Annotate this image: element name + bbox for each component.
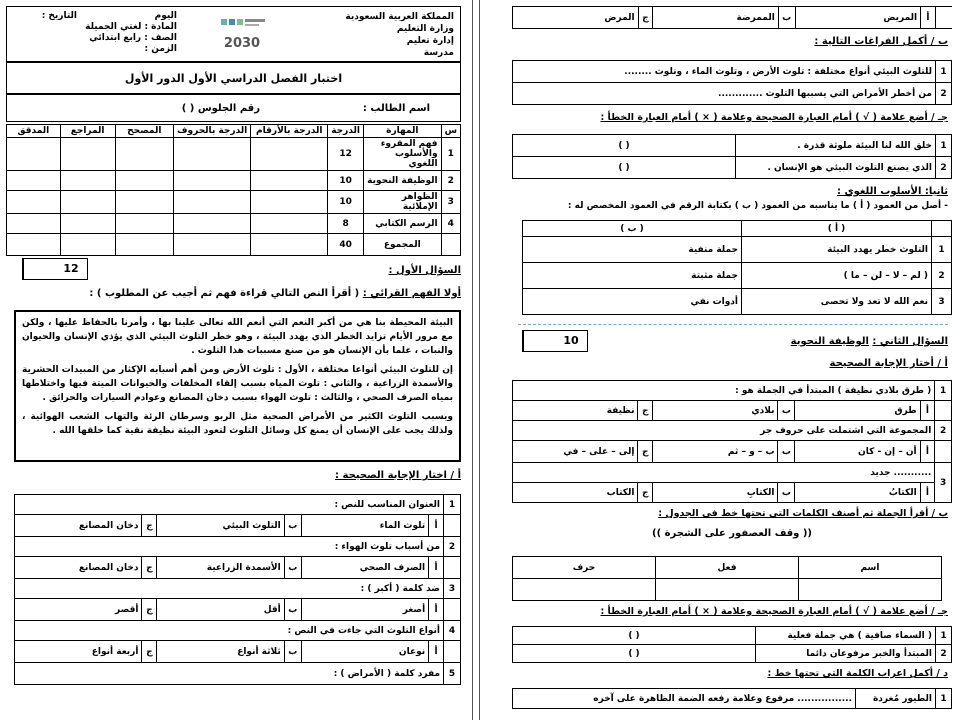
match-col-a: ( أ ) <box>742 221 932 237</box>
grammar-table <box>512 688 952 709</box>
match-col-b: ( ب ) <box>523 221 742 237</box>
q2-score-box <box>522 330 588 352</box>
mcq-options-row <box>15 557 461 579</box>
match-row <box>523 263 952 289</box>
fill-text[interactable]: للتلوث البيئي أنواع مختلفة : تلوث الأرض ، وتلوث الماء ، وتلوث ........ <box>513 61 936 83</box>
mcq-option[interactable]: ثلاثة أنواع <box>157 641 284 663</box>
grades-score: 8 <box>328 214 364 234</box>
grades-row-num: 1 <box>441 138 460 171</box>
mcq-question-row <box>513 463 952 483</box>
grades-row <box>7 234 461 256</box>
match-header-row <box>523 221 952 237</box>
option-letter: ب <box>778 401 795 421</box>
mcq-question: العنوان المناسب للنص : <box>15 495 444 515</box>
mcq-question: المجموعة التي اشتملت على حروف جر <box>513 421 935 441</box>
grades-row-num: 3 <box>441 191 460 214</box>
grammar-row <box>513 689 952 709</box>
q2-choose-title: أ / أختار الإجابة الصحيحة <box>829 358 948 369</box>
school-label: مدرسة <box>423 48 454 58</box>
tf-table <box>512 134 952 179</box>
mcq-option[interactable]: أصغر <box>301 599 428 621</box>
parse-answer-row <box>513 579 942 601</box>
mcq-option[interactable]: بلادي <box>653 401 778 421</box>
admin-label: إدارة تعليم <box>406 36 454 46</box>
tf-answer[interactable]: ( ) <box>513 157 736 179</box>
grammar-number: 1 <box>936 689 952 709</box>
fill-table <box>512 60 952 105</box>
tf-title: جـ / أضع علامة ( √ ) أمام العبارة الصحيحة وعلامة ( × ) أمام العبارة الخطأ : <box>600 112 948 123</box>
gutter-line <box>472 0 473 720</box>
q2-mcq-table <box>512 380 952 503</box>
mcq-options-row <box>15 599 461 621</box>
option-letter: ب <box>284 557 301 579</box>
mcq-options-row <box>513 441 952 463</box>
match-a: ( لم – لا – لن – ما ) <box>742 263 932 289</box>
match-b[interactable]: جملة مثبتة <box>523 263 742 289</box>
header-left-block <box>67 11 177 55</box>
match-number: 1 <box>932 237 952 263</box>
mcq-option[interactable]: التلوث البيئي <box>157 515 284 537</box>
q1-score-box <box>22 258 88 280</box>
mcq-options-row <box>15 515 461 537</box>
mcq-table <box>14 494 461 685</box>
grades-row-num: 4 <box>441 214 460 234</box>
grades-header: المراجع <box>60 125 115 138</box>
fill-number: 2 <box>936 83 952 105</box>
q1-score-value: 12 <box>63 262 79 275</box>
section-divider <box>518 324 948 325</box>
tf2-table <box>512 626 952 663</box>
option-letter: ج <box>638 7 653 29</box>
option-letter: أ <box>921 7 936 29</box>
mcq-number: 3 <box>444 579 461 599</box>
parse-answer-cell[interactable] <box>513 579 656 601</box>
tf-number: 2 <box>936 157 952 179</box>
option-letter: ج <box>638 401 653 421</box>
mcq-question-row <box>15 579 461 599</box>
mcq-question: من أسباب تلوث الهواء : <box>15 537 444 557</box>
parse-answer-cell[interactable] <box>799 579 942 601</box>
option-letter: أ <box>429 599 444 621</box>
mcq-question: مفرد كلمة ( الأمراض ) : <box>15 663 444 685</box>
match-a: التلوث خطر يهدد البيئة <box>742 237 932 263</box>
option-letter: أ <box>429 641 444 663</box>
grades-skill: الرسم الكتابي <box>364 214 442 234</box>
grades-skill: المجموع <box>364 234 442 256</box>
grade-label: الصف : رابع ابتدائي <box>89 33 177 43</box>
fill-row <box>513 83 952 105</box>
tf-number: 1 <box>936 627 952 645</box>
mcq-option[interactable]: الكتابِ <box>653 483 778 503</box>
option-letter: ج <box>142 599 157 621</box>
mcq-options-row <box>513 483 952 503</box>
style-title: ثانيا: الأسلوب اللغوي : <box>837 186 948 197</box>
grades-row <box>7 214 461 234</box>
match-b[interactable]: أدوات نفي <box>523 289 742 315</box>
tf-answer[interactable]: ( ) <box>513 627 756 645</box>
mcq-question-row <box>513 381 952 401</box>
q2-title: السؤال الثاني : <box>872 336 948 347</box>
mcq-option[interactable]: المرض <box>513 7 639 29</box>
mcq-option[interactable]: الأسمدة الزراعية <box>157 557 284 579</box>
exam-page-right <box>486 6 952 714</box>
mcq-question: ........... جديد <box>513 463 935 483</box>
option-letter: أ <box>920 401 935 421</box>
match-row <box>523 237 952 263</box>
grades-row <box>7 138 461 171</box>
student-name-label: اسم الطالب : <box>362 103 430 114</box>
mcq-question: ( طرق بلادي نظيفة ) المبتدأ في الجملة هو : <box>513 381 935 401</box>
match-row <box>523 289 952 315</box>
mcq-option[interactable]: الكتاب <box>513 483 638 503</box>
match-number: 3 <box>932 289 952 315</box>
mcq-option[interactable]: نظيفة <box>513 401 638 421</box>
passage-paragraph: ويسبب التلوث الكثير من الأمراض الصحية مثل الربو وسرطان الرئة والتهاب الشعب الهوائية ، ولذلك يجب على الإنسان أن يمنع كل وسائل التلوث لتعود البيئة نظيفة نقية كما خلقها الله . <box>22 412 453 436</box>
option-letter: ج <box>638 441 653 463</box>
mcq-option[interactable]: تلوث الماء <box>301 515 428 537</box>
grades-header: المدقق <box>7 125 61 138</box>
parse-table <box>512 556 942 601</box>
option-letter: أ <box>429 515 444 537</box>
carryover-options <box>512 6 952 29</box>
mcq-option[interactable]: دخان المصانع <box>15 515 142 537</box>
mcq-number: 4 <box>444 621 461 641</box>
grades-header: الدرجة <box>328 125 364 138</box>
mcq-number: 1 <box>444 495 461 515</box>
parse-answer-cell[interactable] <box>656 579 799 601</box>
q1-score-blank <box>23 259 53 279</box>
tf-statement: الذي يصنع التلوث البيئي هو الإنسان . <box>736 157 936 179</box>
mcq-options-row <box>15 641 461 663</box>
day-label: اليوم <box>154 11 177 21</box>
mcq-option[interactable]: الصرف الصحي <box>301 557 428 579</box>
grades-header-row <box>7 125 461 138</box>
exam-header <box>6 6 461 62</box>
mcq-option[interactable]: دخان المصانع <box>15 557 142 579</box>
grades-row-num <box>441 234 460 256</box>
q1-title: السؤال الأول : <box>388 265 461 276</box>
parse-sentence: (( وقف العصفور على الشجرة )) <box>652 528 812 539</box>
ministry-label: وزارة التعليم <box>396 24 454 34</box>
reading-instruction: ( أقرأ النص التالي قراءة فهم ثم أجيب عن المطلوب ) : <box>89 288 360 299</box>
grammar-answer[interactable]: ................ مرفوع وعلامة رفعه الضمة الظاهرة على آخره <box>513 689 856 709</box>
tf-row <box>513 135 952 157</box>
tf-statement: خلق الله لنا البيئة ملوثة قذرة . <box>736 135 936 157</box>
parse-title: ب / أقرأ الجملة ثم أصنف الكلمات التي تحتها خط في الجدول : <box>658 508 948 519</box>
match-number: 2 <box>932 263 952 289</box>
tf-statement: المبتدأ والخبر مرفوعان دائما <box>756 645 936 663</box>
mcq-options-row <box>513 401 952 421</box>
grades-score: 10 <box>328 191 364 214</box>
subject-label: المادة : لغتي الجميلة <box>85 22 177 32</box>
option-letter: ب <box>778 483 795 503</box>
exam-title: اختبار الفصل الدراسي الأول الدور الأول <box>6 62 461 94</box>
grades-header: المهارة <box>364 125 442 138</box>
option-letter: ب <box>778 441 795 463</box>
grades-score: 10 <box>328 171 364 191</box>
reading-heading <box>89 288 461 299</box>
mcq-question-row <box>513 421 952 441</box>
grades-row <box>7 191 461 214</box>
q2-score-value: 10 <box>563 334 579 347</box>
grammar-word: الطيور مُغردة <box>856 689 936 709</box>
vision-logo-icon <box>207 15 277 57</box>
mcq-question-row <box>15 621 461 641</box>
tf-answer[interactable]: ( ) <box>513 645 756 663</box>
fill-title: ب / أكمل الفراغات التالية : <box>814 36 948 47</box>
option-letter: ج <box>142 557 157 579</box>
parse-header-row <box>513 557 942 579</box>
tf-number: 1 <box>936 135 952 157</box>
option-letter: ب <box>778 7 795 29</box>
fill-number: 1 <box>936 61 952 83</box>
student-info <box>6 94 461 122</box>
option-letter: أ <box>429 557 444 579</box>
mcq-option[interactable]: ب – و – ثم <box>653 441 778 463</box>
option-letter: ب <box>284 599 301 621</box>
grades-row-num: 2 <box>441 171 460 191</box>
vision-2030-logo <box>207 15 277 57</box>
exam-page-left <box>6 6 467 714</box>
date-label: التاريخ : <box>41 11 77 21</box>
mcq-number: 2 <box>935 421 952 441</box>
header-right-block <box>304 11 454 59</box>
logo-year: 2030 <box>223 36 261 51</box>
mcq-option[interactable]: أربعة أنواع <box>15 641 142 663</box>
mcq-question-row <box>15 663 461 685</box>
mcq-option[interactable]: الممرضة <box>653 7 779 29</box>
tf-statement: ( السماء صافية ) هي جملة فعلية <box>756 627 936 645</box>
q2-heading <box>791 336 948 347</box>
mcq-question-row <box>15 495 461 515</box>
grades-skill: الظواهر الإملائية <box>364 191 442 214</box>
match-b[interactable]: جملة منفية <box>523 237 742 263</box>
option-letter: ج <box>142 641 157 663</box>
style-instruction: - أصل من العمود ( أ ) ما يناسبه من العمود ( ب ) بكتابة الرقم في العمود المخصص له : <box>567 201 948 211</box>
grades-header: المصحح <box>115 125 174 138</box>
grades-row <box>7 171 461 191</box>
reading-passage <box>14 310 461 462</box>
grades-header: الدرجة بالأرقام <box>251 125 328 138</box>
reading-title: أولا الفهم القرائي : <box>362 288 461 299</box>
parse-header: حرف <box>513 557 656 579</box>
tf-row <box>513 157 952 179</box>
match-table <box>522 220 952 315</box>
grades-score: 12 <box>328 138 364 171</box>
option-letter: ج <box>142 515 157 537</box>
time-label: الزمن : <box>144 44 177 54</box>
q2-score-blank <box>523 331 553 351</box>
tf-answer[interactable]: ( ) <box>513 135 736 157</box>
seat-number-label: رقم الجلوس ( ) <box>181 103 260 114</box>
grades-header: س <box>441 125 460 138</box>
mcq-number: 3 <box>935 463 952 503</box>
mcq-question: أنواع التلوث التي جاءت في النص : <box>15 621 444 641</box>
mcq-number: 1 <box>935 381 952 401</box>
gutter-line <box>479 0 480 720</box>
mcq-option[interactable]: الكتابُ <box>795 483 920 503</box>
mcq-number: 2 <box>444 537 461 557</box>
option-letter: ب <box>284 641 301 663</box>
parse-header: اسم <box>799 557 942 579</box>
mcq-option[interactable]: أن – إن - كان <box>795 441 920 463</box>
mcq-option[interactable]: إلى – على – في <box>513 441 638 463</box>
grades-header: الدرجة بالحروف <box>174 125 251 138</box>
mcq-option[interactable]: أقصر <box>15 599 142 621</box>
fill-row <box>513 61 952 83</box>
mcq-option[interactable]: أقل <box>157 599 284 621</box>
mcq-question-row <box>15 537 461 557</box>
mcq-question: ضد كلمة ( أكبر ) : <box>15 579 444 599</box>
mcq-option[interactable]: طرق <box>795 401 920 421</box>
option-letter: أ <box>920 441 935 463</box>
grades-skill: الوظيفة النحوية <box>364 171 442 191</box>
passage-paragraph: إن للتلوث البيئي أنواعا مختلفة ، الأول : تلوث الأرض ومن أهم أسبابه الإكثار من المبيدات الحشرية والأسمدة الزراعية ، والثاني : تلوث المياه بسبب إلقاء المخلفات والحيوانات الميتة فيها واختلاطها بمياه الصرف الصحي ، والثالث : تلوث الهواء بسبب دخان المصانع وعوادم السيارات والحرائق . <box>22 365 453 403</box>
tf2-title: جـ / أضع علامة ( √ ) أمام العبارة الصحيحة وعلامة ( × ) أمام العبارة الخطأ : <box>600 606 948 617</box>
mcq-option[interactable]: المريض <box>795 7 921 29</box>
q2-subtitle: الوظيفة النحوية <box>790 336 869 347</box>
choose-title: أ / اختار الإجابة الصحيحة : <box>335 470 461 481</box>
fill-text[interactable]: من أخطر الأمراض التي يسببها التلوث ............. <box>513 83 936 105</box>
tf-number: 2 <box>936 645 952 663</box>
grammar-title: د / أكمل اعراب الكلمة التي تحتها خط : <box>767 668 948 679</box>
grades-score: 40 <box>328 234 364 256</box>
mcq-option[interactable]: نوعان <box>301 641 428 663</box>
grades-skill: فهم المقروء والأسلوب اللغوي <box>364 138 442 171</box>
option-letter: أ <box>920 483 935 503</box>
kingdom-label: المملكة العربية السعودية <box>345 12 454 22</box>
page-gutter <box>470 0 482 720</box>
match-a: نعم الله لا تعد ولا تحصى <box>742 289 932 315</box>
option-letter: ب <box>284 515 301 537</box>
grades-table <box>6 124 461 256</box>
mcq-number: 5 <box>444 663 461 685</box>
tf-row <box>513 627 952 645</box>
option-letter: ج <box>638 483 653 503</box>
tf-row <box>513 645 952 663</box>
passage-paragraph: البيئة المحيطة بنا هي من أكبر النعم التي أنعم الله تعالى علينا بها ، وأمرنا بالحفاظ عليها ، ولكن مع مرور الأيام تزايد الخطر الذي يهدد البيئة ، وهو خطر التلوث البيئي الذي يؤذي الإنسان والحيوان والنبات ، علما بأن الإنسان هو من صنع مسببات هذا التلوث . <box>22 318 453 356</box>
parse-header: فعل <box>656 557 799 579</box>
